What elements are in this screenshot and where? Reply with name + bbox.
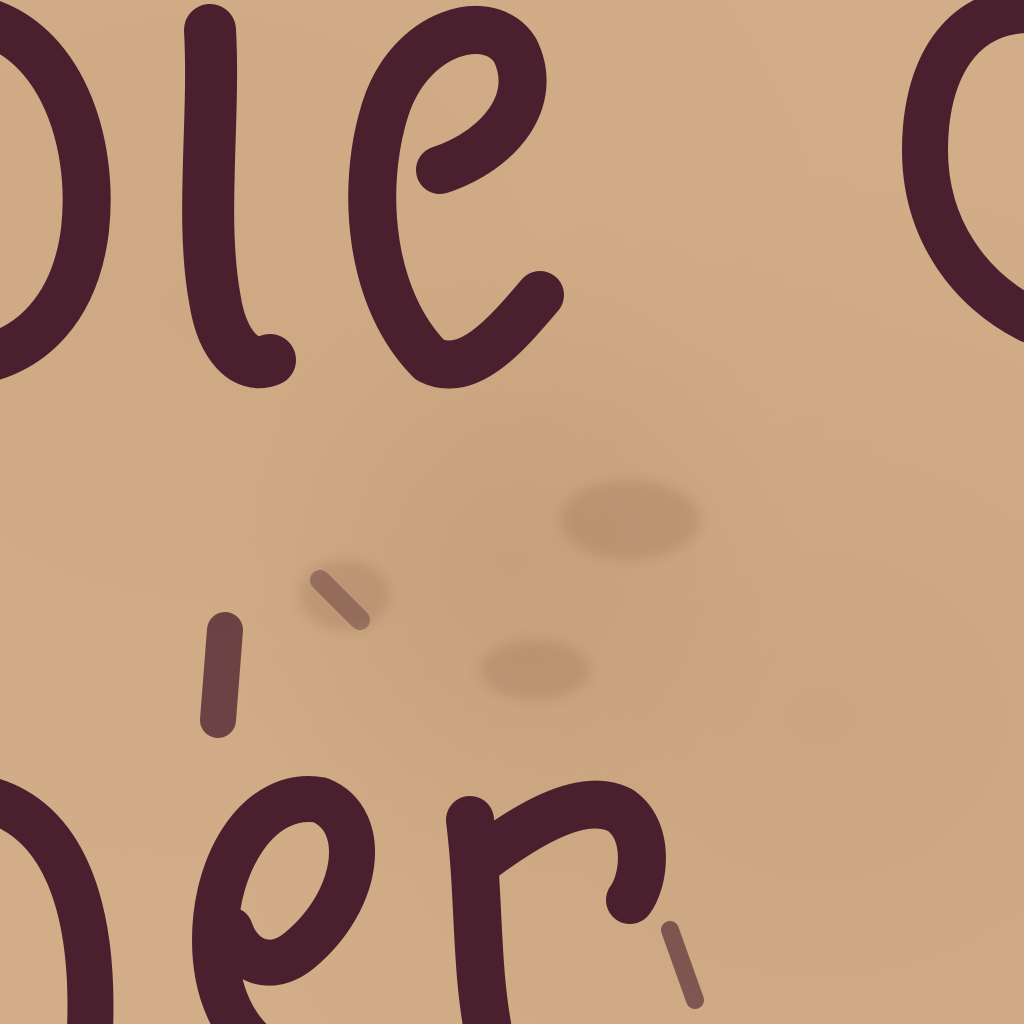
letter-o-stroke (0, 20, 87, 360)
letter-n-stroke (470, 805, 642, 1024)
letter-e-stroke (372, 30, 540, 365)
ink-mark (320, 580, 360, 620)
ink-mark (670, 930, 695, 1000)
letter-partial-stroke (925, 10, 1024, 320)
letter-l-stroke (208, 30, 270, 362)
ink-mark (218, 630, 225, 720)
letter-o-stroke (215, 799, 352, 1024)
letter-partial-stroke (0, 800, 90, 1024)
